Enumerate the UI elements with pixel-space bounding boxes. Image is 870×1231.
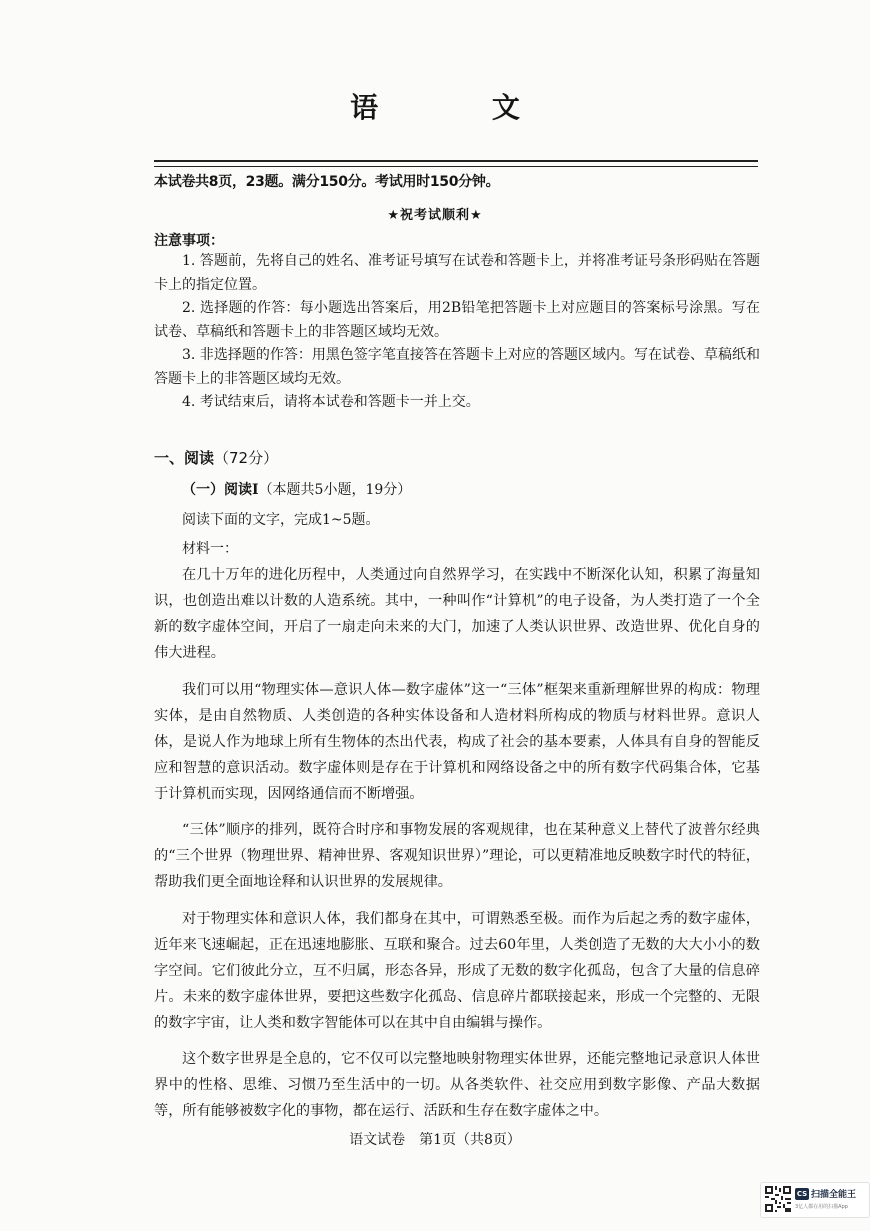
header-rule-thick <box>154 160 758 162</box>
page-footer: 语文试卷 第1页（共8页） <box>349 1132 521 1148</box>
subsection-label: （一）阅读Ⅰ <box>182 482 259 498</box>
notes-list <box>154 250 760 415</box>
body-paragraph: 对于物理实体和意识人体，我们都身在其中，可谓熟悉至极。而作为后起之秀的数字虚体，近年来飞速崛起，正在迅速地膨胀、互联和聚合。过去60年里，人类创造了无数的大大小小的数字空间。它们彼此分立，互不归属，形态各异，形成了无数的数字化孤岛，包含了大量的信息碎片。未来的数字虚体世界，要把这些数字化孤岛、信息碎片都联接起来，形成一个完整的、无限的数字宇宙，让人类和数字智能体可以在其中自由编辑与操作。 <box>154 910 760 1031</box>
body-paragraph: 我们可以用“物理实体—意识人体—数字虚体”这一“三体”框架来重新理解世界的构成：物理实体，是由自然物质、人类创造的各种实体设备和人造材料所构成的物质与材料世界。意识人体，是说人作为地球上所有生物体的杰出代表，构成了社会的基本要素，人体具有自身的智能反应和智慧的意识活动。数字虚体则是存在于计算机和网络设备之中的所有数字代码集合体，它基于计算机而实现，因网络通信而不断增强。 <box>154 681 760 802</box>
subsection-detail: （本题共5小题，19分） <box>258 482 412 498</box>
blessing-text: ★祝考试顺利★ <box>387 208 483 223</box>
note-item: 2. 选择题的作答：每小题选出答案后，用2B铅笔把答题卡上对应题目的答案标号涂黑。写在试卷、草稿纸和答题卡上的非答题区域均无效。 <box>154 300 760 340</box>
watermark-app-name: 扫描全能王 <box>811 1190 857 1200</box>
body-paragraph: 这个数字世界是全息的，它不仅可以完整地映射物理实体世界，还能完整地记录意识人体世界中的性格、思维、习惯乃至生活中的一切。从各类软件、社交应用到数字影像、产品大数据等，所有能够被数字化的事物，都在运行、活跃和生存在数字虚体之中。 <box>154 1051 760 1120</box>
header-rule-thin <box>154 166 758 167</box>
qr-code-icon <box>765 1186 791 1212</box>
section-heading <box>154 447 278 468</box>
body-paragraph: 在几十万年的进化历程中，人类通过向自然界学习，在实践中不断深化认知，积累了海量知识，也创造出难以计数的人造系统。其中，一种叫作“计算机”的电子设备，为人类打造了一个全新的数字虚体空间，开启了一扇走向未来的大门，加速了人类认识世界、改造世界、优化自身的伟大进程。 <box>154 567 760 661</box>
section-score: （72分） <box>214 449 279 467</box>
watermark-tagline: 3亿人都在用的扫描App <box>795 1204 848 1210</box>
body-paragraph: “三体”顺序的排列，既符合时序和事物发展的客观规律，也在某种意义上替代了波普尔经典的“三个世界（物理世界、精神世界、客观知识世界）”理论，可以更精准地反映数字时代的特征，帮助我们更全面地诠释和认识世界的发展规律。 <box>154 822 760 891</box>
subsection-heading <box>182 479 411 499</box>
page-title: 语 文 <box>350 91 572 124</box>
section-label: 一、阅读 <box>154 449 215 467</box>
material-label: 材料一： <box>182 541 238 557</box>
reading-instruction: 阅读下面的文字，完成1~5题。 <box>182 512 380 528</box>
camscanner-logo: CS <box>796 1190 808 1198</box>
note-item: 4. 考试结束后，请将本试卷和答题卡一并上交。 <box>182 394 480 410</box>
scanner-watermark <box>760 1182 870 1218</box>
note-item: 1. 答题前，先将自己的姓名、准考证号填写在试卷和答题卡上，并将准考证号条形码贴在答题卡上的指定位置。 <box>154 253 760 293</box>
material-body <box>154 562 760 1135</box>
notes-heading: 注意事项： <box>154 233 224 249</box>
exam-info: 本试卷共8页，23题。满分150分。考试用时150分钟。 <box>154 174 500 190</box>
note-item: 3. 非选择题的作答：用黑色签字笔直接答在答题卡上对应的答题区域内。写在试卷、草稿纸和答题卡上的非答题区域均无效。 <box>154 347 760 387</box>
